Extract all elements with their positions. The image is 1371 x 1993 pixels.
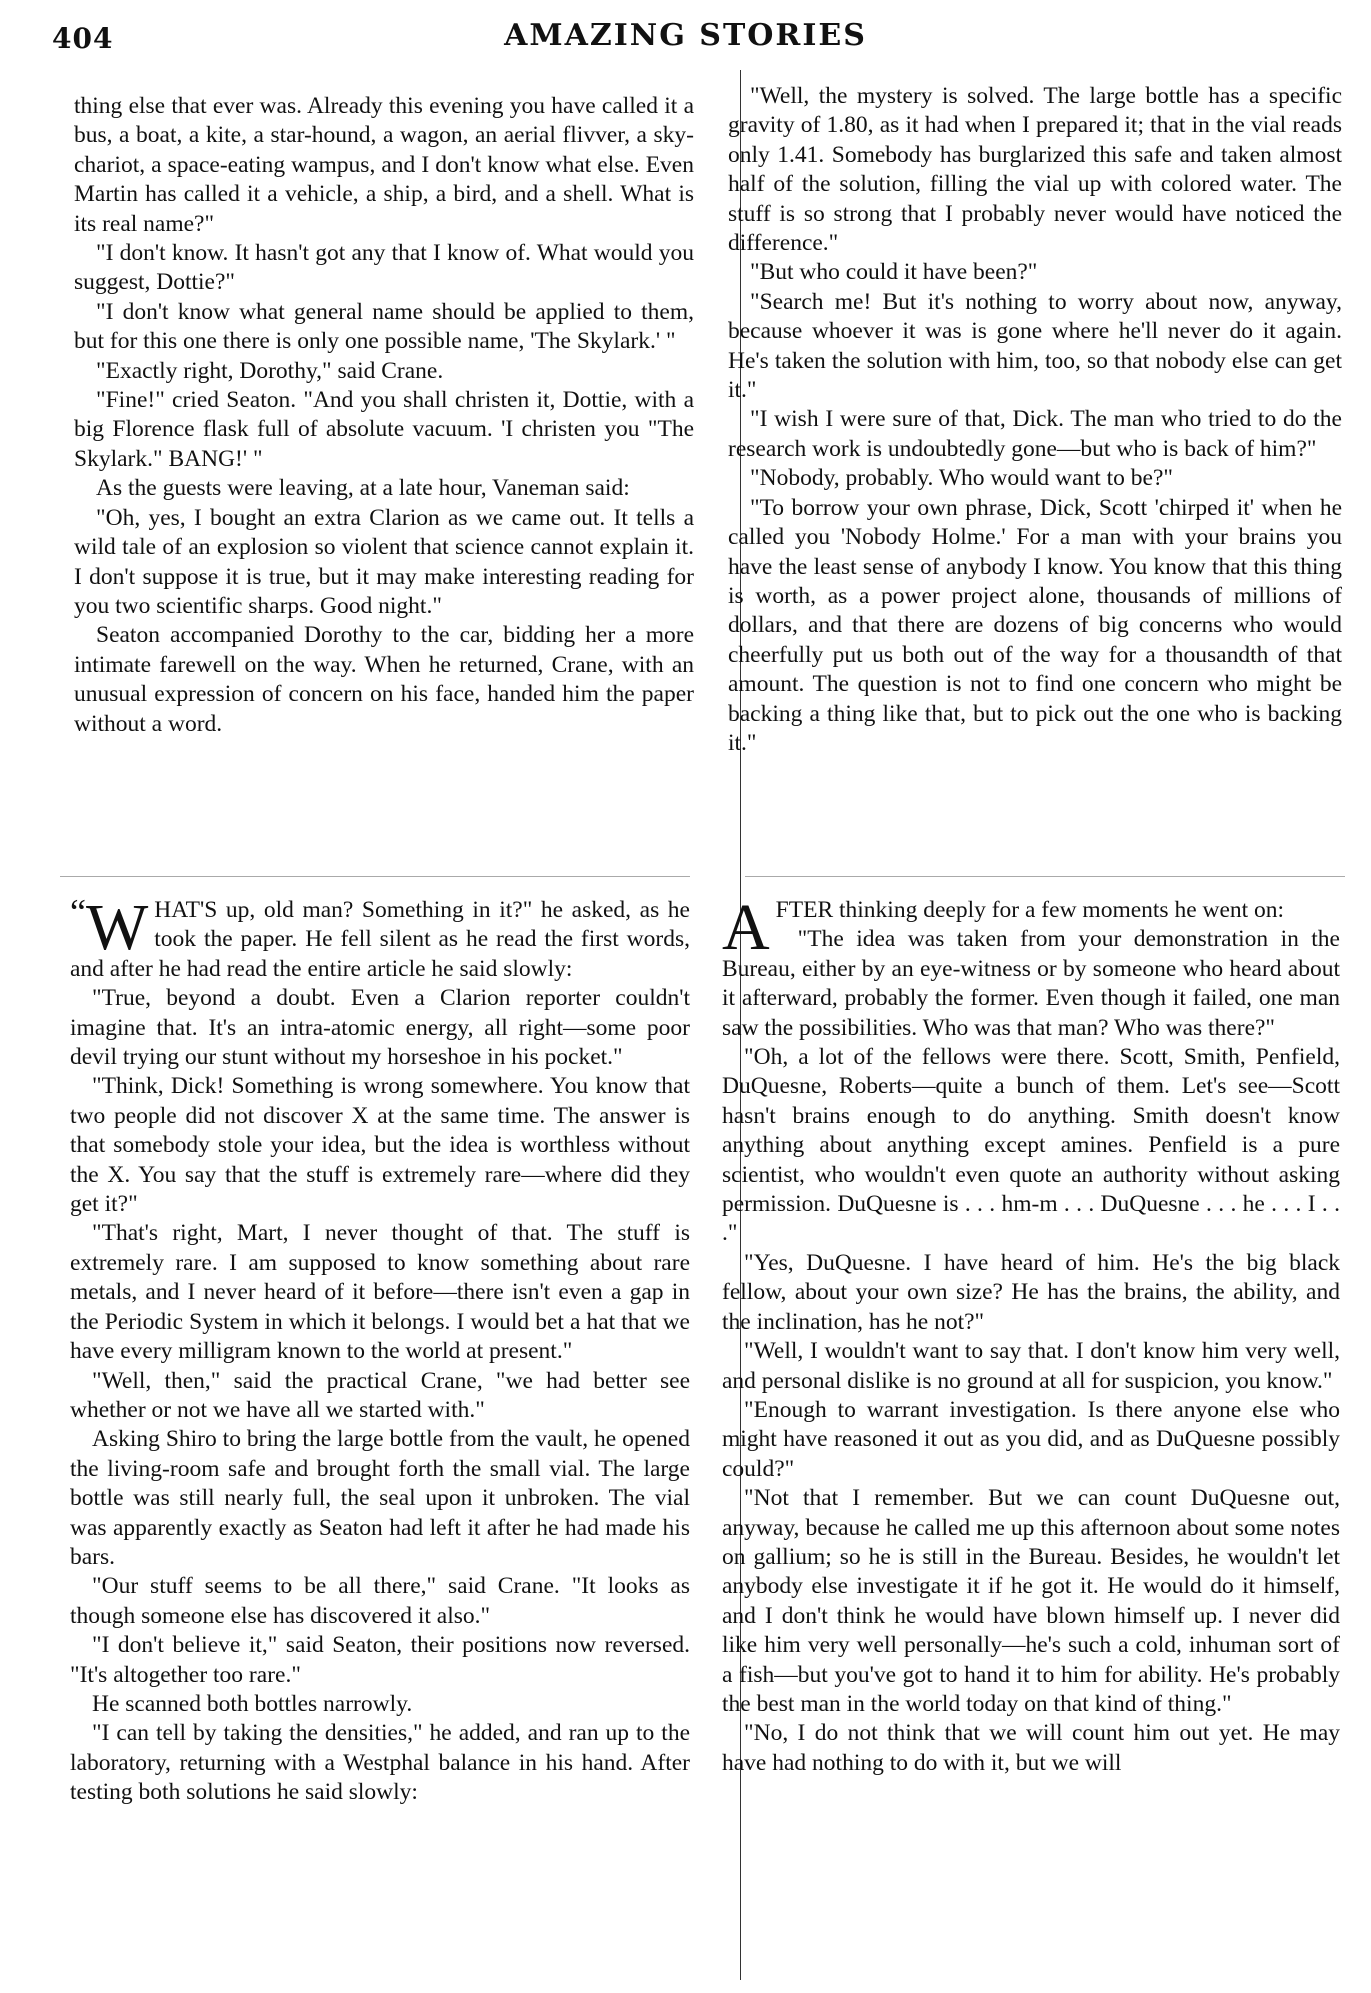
- section-divider-right: [745, 876, 1345, 877]
- paragraph: "No, I do not think that we will count him out yet. He may have had nothing to do with it, but we will: [722, 1720, 1340, 1776]
- paragraph: "Nobody, probably. Who would want to be?": [750, 465, 1173, 492]
- paragraph: "Think, Dick! Something is wrong somewhere. You know that two people did not discover X at the same time. The answer is that somebody stole your idea, but the idea is worthless without the X. You say that the stuff is extremely rare—where did they get it?": [70, 1073, 690, 1218]
- drop-cap: A: [722, 891, 770, 964]
- paragraph: "I don't know what general name should be applied to them, but for this one there is only one possible name, 'The Skylark.' ": [74, 298, 694, 355]
- paragraph: "Enough to warrant investigation. Is there anyone else who might have reasoned it out as you did, and as DuQuesne possibly could?": [722, 1396, 1340, 1482]
- section-opening-paragraph: [722, 891, 1340, 964]
- paragraph: "I don't know. It hasn't got any that I know of. What would you suggest, Dottie?": [74, 240, 694, 296]
- right-column-bottom: [722, 891, 1340, 1778]
- paragraph: "Our stuff seems to be all there," said Crane. "It looks as though someone else has discovered it also.": [70, 1573, 690, 1629]
- left-column-bottom: [70, 891, 690, 1808]
- page-number: 404: [52, 22, 114, 55]
- paragraph: "That's right, Mart, I never thought of that. The stuff is extremely rare. I am supposed to know something about rare metals, and I never heard of it before—there isn't even a gap in the Periodic System in which it belongs. I would bet a hat that we have every milligram known to the world at present.": [70, 1220, 690, 1365]
- paragraph: "Fine!" cried Seaton. "And you shall christen it, Dottie, with a big Florence flask full of absolute vacuum. 'I christen you "The Skylark." BANG!' ": [74, 387, 694, 472]
- paragraph: "Search me! But it's nothing to worry about now, anyway, because whoever it was is gone where he'll never do it again. He's taken the solution with him, too, so that nobody else can get it.": [728, 288, 1342, 404]
- running-head: AMAZING STORIES: [504, 18, 867, 53]
- right-column-top: [728, 82, 1342, 758]
- paragraph: "I can tell by taking the densities," he added, and ran up to the laboratory, returning with a Westphal balance in his hand. After testing both solutions he said slowly:: [70, 1720, 690, 1806]
- opening-text: HAT'S up, old man? Something in it?" he asked, as he took the paper. He fell silent as he read the first words, and after he had read the entire article he said slowly:: [70, 897, 690, 982]
- paragraph: "Not that I remember. But we can count DuQuesne out, anyway, because he called me up this afternoon about some notes on gallium; so he is still in the Bureau. Besides, he wouldn't let anybody else investigate it if he got it. He would do it himself, and I don't think he would have blown himself up. I never did like him very well personally—he's such a cold, inhuman sort of a fish—but you've got to hand it to him for ability. He's probably the best man in the world today on that kind of thing.": [722, 1485, 1340, 1717]
- section-divider-left: [60, 876, 690, 877]
- paragraph: He scanned both bottles narrowly.: [92, 1690, 413, 1717]
- paragraph: "Oh, yes, I bought an extra Clarion as we came out. It tells a wild tale of an explosion so violent that science cannot explain it. I don't suppose it is true, but it may make interesting reading for you two scientific sharps. Good night.": [74, 504, 694, 619]
- paragraph: "Well, the mystery is solved. The large bottle has a specific gravity of 1.80, as it had when I prepared it; that in the vial reads only 1.41. Somebody has burglarized this safe and taken almost half of the solution, filling the vial up with colored water. The stuff is so strong that I probably never would have noticed the difference.": [728, 83, 1342, 257]
- paragraph: "True, beyond a doubt. Even a Clarion reporter couldn't imagine that. It's an intra-atomic energy, all right—some poor devil trying our stunt without my horseshoe in his pocket.": [70, 985, 690, 1071]
- paragraph: "Yes, DuQuesne. I have heard of him. He's the big black fellow, about your own size? He has the brains, the ability, and the inclination, has he not?": [722, 1249, 1340, 1335]
- paragraph: "I wish I were sure of that, Dick. The man who tried to do the research work is undoubtedly gone—but who is back of him?": [728, 406, 1342, 462]
- paragraph: "To borrow your own phrase, Dick, Scott 'chirped it' when he called you 'Nobody Holme.' For a man with your brains you have the least sense of anybody I know. You know that this thing is worth, as a power project alone, thousands of millions of dollars, and that there are dozens of big concerns who would cheerfully put us both out of the way for a thousandth of that amount. The question is not to find one concern who might be backing a thing like that, but to pick out the one who is backing it.": [728, 494, 1342, 756]
- paragraph: "The idea was taken from your demonstration in the Bureau, either by an eye-witness or by someone who heard about it afterward, probably the former. Even though it failed, one man saw the possibilities. Who was that man? Who was there?": [722, 926, 1340, 1041]
- paragraph: "Well, I wouldn't want to say that. I don't know him very well, and personal dislike is no ground at all for suspicion, you know.": [722, 1338, 1340, 1394]
- paragraph: "But who could it have been?": [750, 259, 1038, 286]
- paragraph: "Exactly right, Dorothy," said Crane.: [96, 357, 444, 384]
- drop-cap: “W: [70, 891, 149, 964]
- paragraph: As the guests were leaving, at a late hour, Vaneman said:: [96, 475, 630, 502]
- paragraph: "Well, then," said the practical Crane, "we had better see whether or not we have all we started with.": [70, 1367, 690, 1423]
- paragraph: Asking Shiro to bring the large bottle from the vault, he opened the living-room safe and brought forth the small vial. The large bottle was still nearly full, the seal upon it unbroken. The vial was apparently exactly as Seaton had left it after he had made his bars.: [70, 1426, 690, 1570]
- left-column-top: [74, 92, 694, 739]
- opening-text: FTER thinking deeply for a few moments he went on:: [775, 897, 1285, 923]
- paragraph: "Oh, a lot of the fellows were there. Scott, Smith, Penfield, DuQuesne, Roberts—quite a bunch of them. Let's see—Scott hasn't brains enough to do anything. Smith doesn't know anything about anything except amines. Penfield is a pure scientist, who wouldn't even quote an authority without asking permission. DuQuesne is . . . hm-m . . . DuQuesne . . . he . . . I . . .": [722, 1044, 1340, 1247]
- paragraph: "I don't believe it," said Seaton, their positions now reversed. "It's altogether too rare.": [70, 1632, 690, 1688]
- section-opening-paragraph: [70, 891, 690, 984]
- paragraph: thing else that ever was. Already this evening you have called it a bus, a boat, a kite, a star-hound, a wagon, an aerial flivver, a sky-chariot, a space-eating wampus, and I don't know what else. Even Martin has called it a vehicle, a ship, a bird, and a shell. What is its real name?": [74, 93, 694, 237]
- paragraph: Seaton accompanied Dorothy to the car, bidding her a more intimate farewell on the way. When he returned, Crane, with an unusual expression of concern on his face, handed him the paper without a word.: [74, 622, 694, 737]
